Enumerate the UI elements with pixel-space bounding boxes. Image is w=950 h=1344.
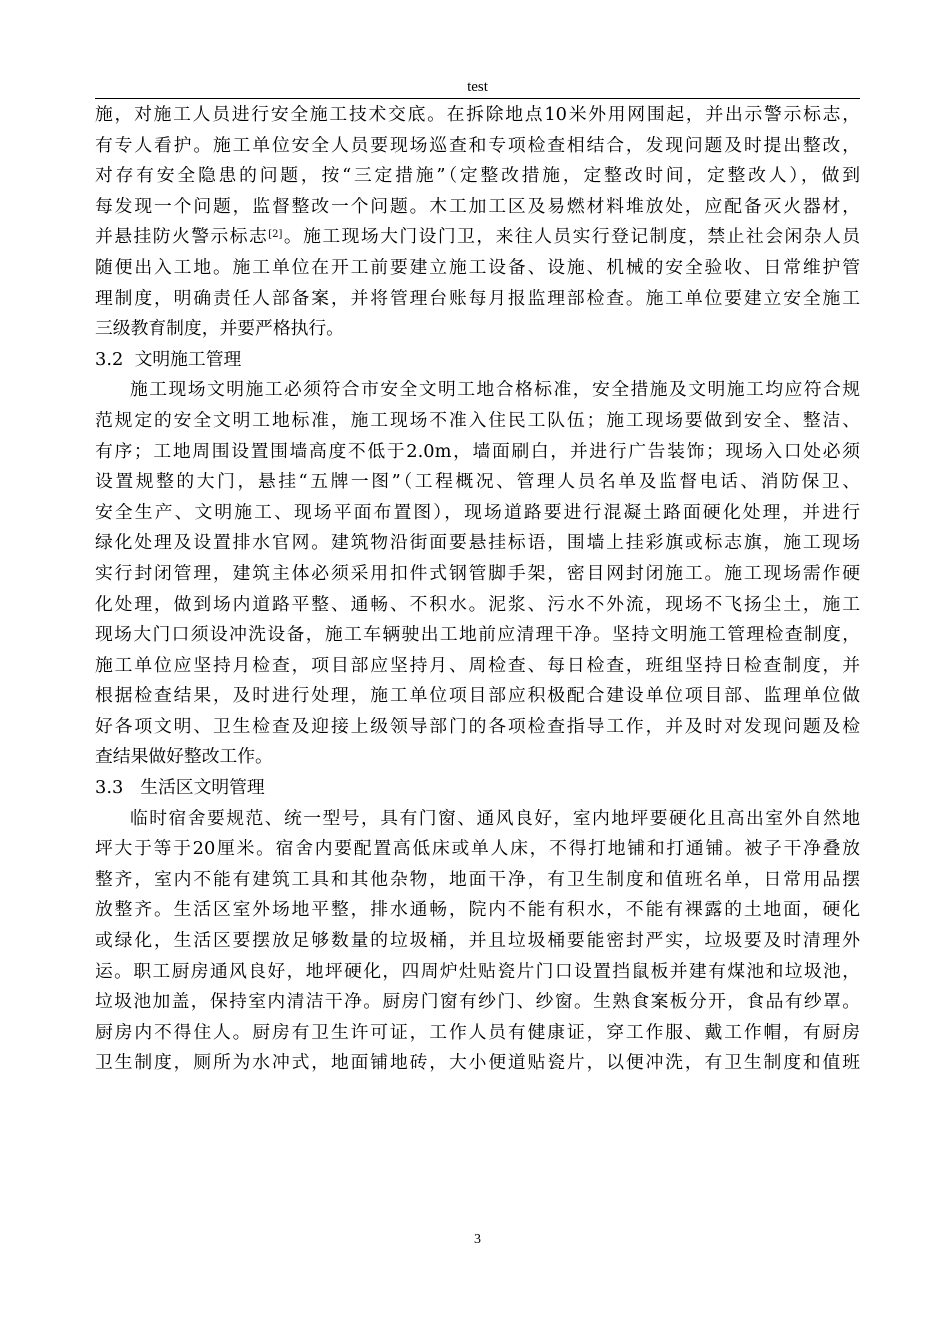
section-heading-3-3: 3.3 生活区文明管理 <box>95 777 265 799</box>
text-line: 现场大门口须设冲洗设备，施工车辆驶出工地前应清理干净。坚持文明施工管理检查制度， <box>95 624 860 646</box>
text-line: 坪大于等于20厘米。宿舍内要配置高低床或单人床，不得打地铺和打通铺。被子干净叠放 <box>95 838 860 860</box>
text-line: 垃圾池加盖，保持室内清洁干净。厨房门窗有纱门、纱窗。生熟食案板分开，食品有纱罩。 <box>95 991 860 1013</box>
text-line: 好各项文明、卫生检查及迎接上级领导部门的各项检查指导工作，并及时对发现问题及检 <box>95 715 860 737</box>
text-line: 查结果做好整改工作。 <box>95 746 273 768</box>
text-line: 运。职工厨房通风良好，地坪硬化，四周炉灶贴瓷片门口设置挡鼠板并建有煤池和垃圾池， <box>95 960 860 982</box>
text-line: 整齐，室内不能有建筑工具和其他杂物，地面干净，有卫生制度和值班名单，日常用品摆 <box>95 868 860 890</box>
paragraph-safety-continued <box>95 100 860 345</box>
text-line: 理制度，明确责任人部备案，并将管理台账每月报监理部检查。施工单位要建立安全施工 <box>95 287 860 309</box>
text-line: 随便出入工地。施工单位在开工前要建立施工设备、设施、机械的安全验收、日常维护管 <box>95 256 860 278</box>
text-line: 安全生产、文明施工、现场平面布置图），现场道路要进行混凝土路面硬化处理，并进行 <box>95 501 860 523</box>
text-line-with-citation <box>95 222 860 253</box>
text-segment: 。施工现场大门设门卫，来往人员实行登记制度，禁止社会闲杂人员 <box>282 226 860 248</box>
text-line: 有序；工地周围设置围墙高度不低于2.0m，墙面刷白，并进行广告装饰；现场入口处必须 <box>95 440 860 462</box>
text-line: 有专人看护。施工单位安全人员要现场巡查和专项检查相结合，发现问题及时提出整改， <box>95 134 860 156</box>
page-header: test <box>467 79 488 95</box>
page-number: 3 <box>474 1232 481 1247</box>
text-line: 化处理，做到场内道路平整、通畅、不积水。泥浆、污水不外流，现场不飞扬尘土，施工 <box>95 593 860 615</box>
text-line: 施，对施工人员进行安全施工技术交底。在拆除地点10米外用网围起，并出示警示标志， <box>95 104 860 125</box>
text-line: 绿化处理及设置排水官网。建筑物沿街面要悬挂标语，围墙上挂彩旗或标志旗，施工现场 <box>95 532 860 554</box>
text-line: 实行封闭管理，建筑主体必须采用扣件式钢管脚手架，密目网封闭施工。施工现场需作硬 <box>95 562 860 584</box>
paragraph-civilized-construction <box>95 375 860 773</box>
text-line: 放整齐。生活区室外场地平整，排水通畅，院内不能有积水，不能有裸露的土地面，硬化 <box>95 899 860 921</box>
section-heading-3-2: 3.2 文明施工管理 <box>95 348 242 370</box>
text-line: 施工现场文明施工必须符合市安全文明工地合格标准，安全措施及文明施工均应符合规 <box>130 379 860 401</box>
header-rule <box>95 98 860 99</box>
text-line: 或绿化，生活区要摆放足够数量的垃圾桶，并且垃圾桶要能密封严实，垃圾要及时清理外 <box>95 930 860 952</box>
text-line: 范规定的安全文明工地标准，施工现场不准入住民工队伍；施工现场要做到安全、整洁、 <box>95 409 860 431</box>
text-line: 每发现一个问题，监督整改一个问题。木工加工区及易燃材料堆放处，应配备灭火器材， <box>95 195 860 217</box>
text-line: 施工单位应坚持月检查，项目部应坚持月、周检查、每日检查，班组坚持日检查制度，并 <box>95 654 860 676</box>
text-line: 卫生制度，厕所为水冲式，地面铺地砖，大小便道贴瓷片，以便冲洗，有卫生制度和值班 <box>95 1052 860 1074</box>
paragraph-living-area <box>95 804 860 1079</box>
text-line: 设置规整的大门，悬挂“五牌一图”（工程概况、管理人员名单及监督电话、消防保卫、 <box>95 471 860 493</box>
text-segment: 并悬挂防火警示标志 <box>95 226 269 248</box>
text-line: 三级教育制度，并要严格执行。 <box>95 318 344 340</box>
text-line: 对存有安全隐患的问题，按“三定措施”（定整改措施，定整改时间，定整改人），做到 <box>95 165 860 187</box>
text-line: 临时宿舍要规范、统一型号，具有门窗、通风良好，室内地坪要硬化且高出室外自然地 <box>130 807 860 829</box>
document-body <box>95 100 860 1079</box>
text-line: 厨房内不得住人。厨房有卫生许可证，工作人员有健康证，穿工作服、戴工作帽，有厨房 <box>95 1021 860 1043</box>
text-line: 根据检查结果，及时进行处理，施工单位项目部应积极配合建设单位项目部、监理单位做 <box>95 685 860 707</box>
citation-mark: [2] <box>268 229 283 241</box>
